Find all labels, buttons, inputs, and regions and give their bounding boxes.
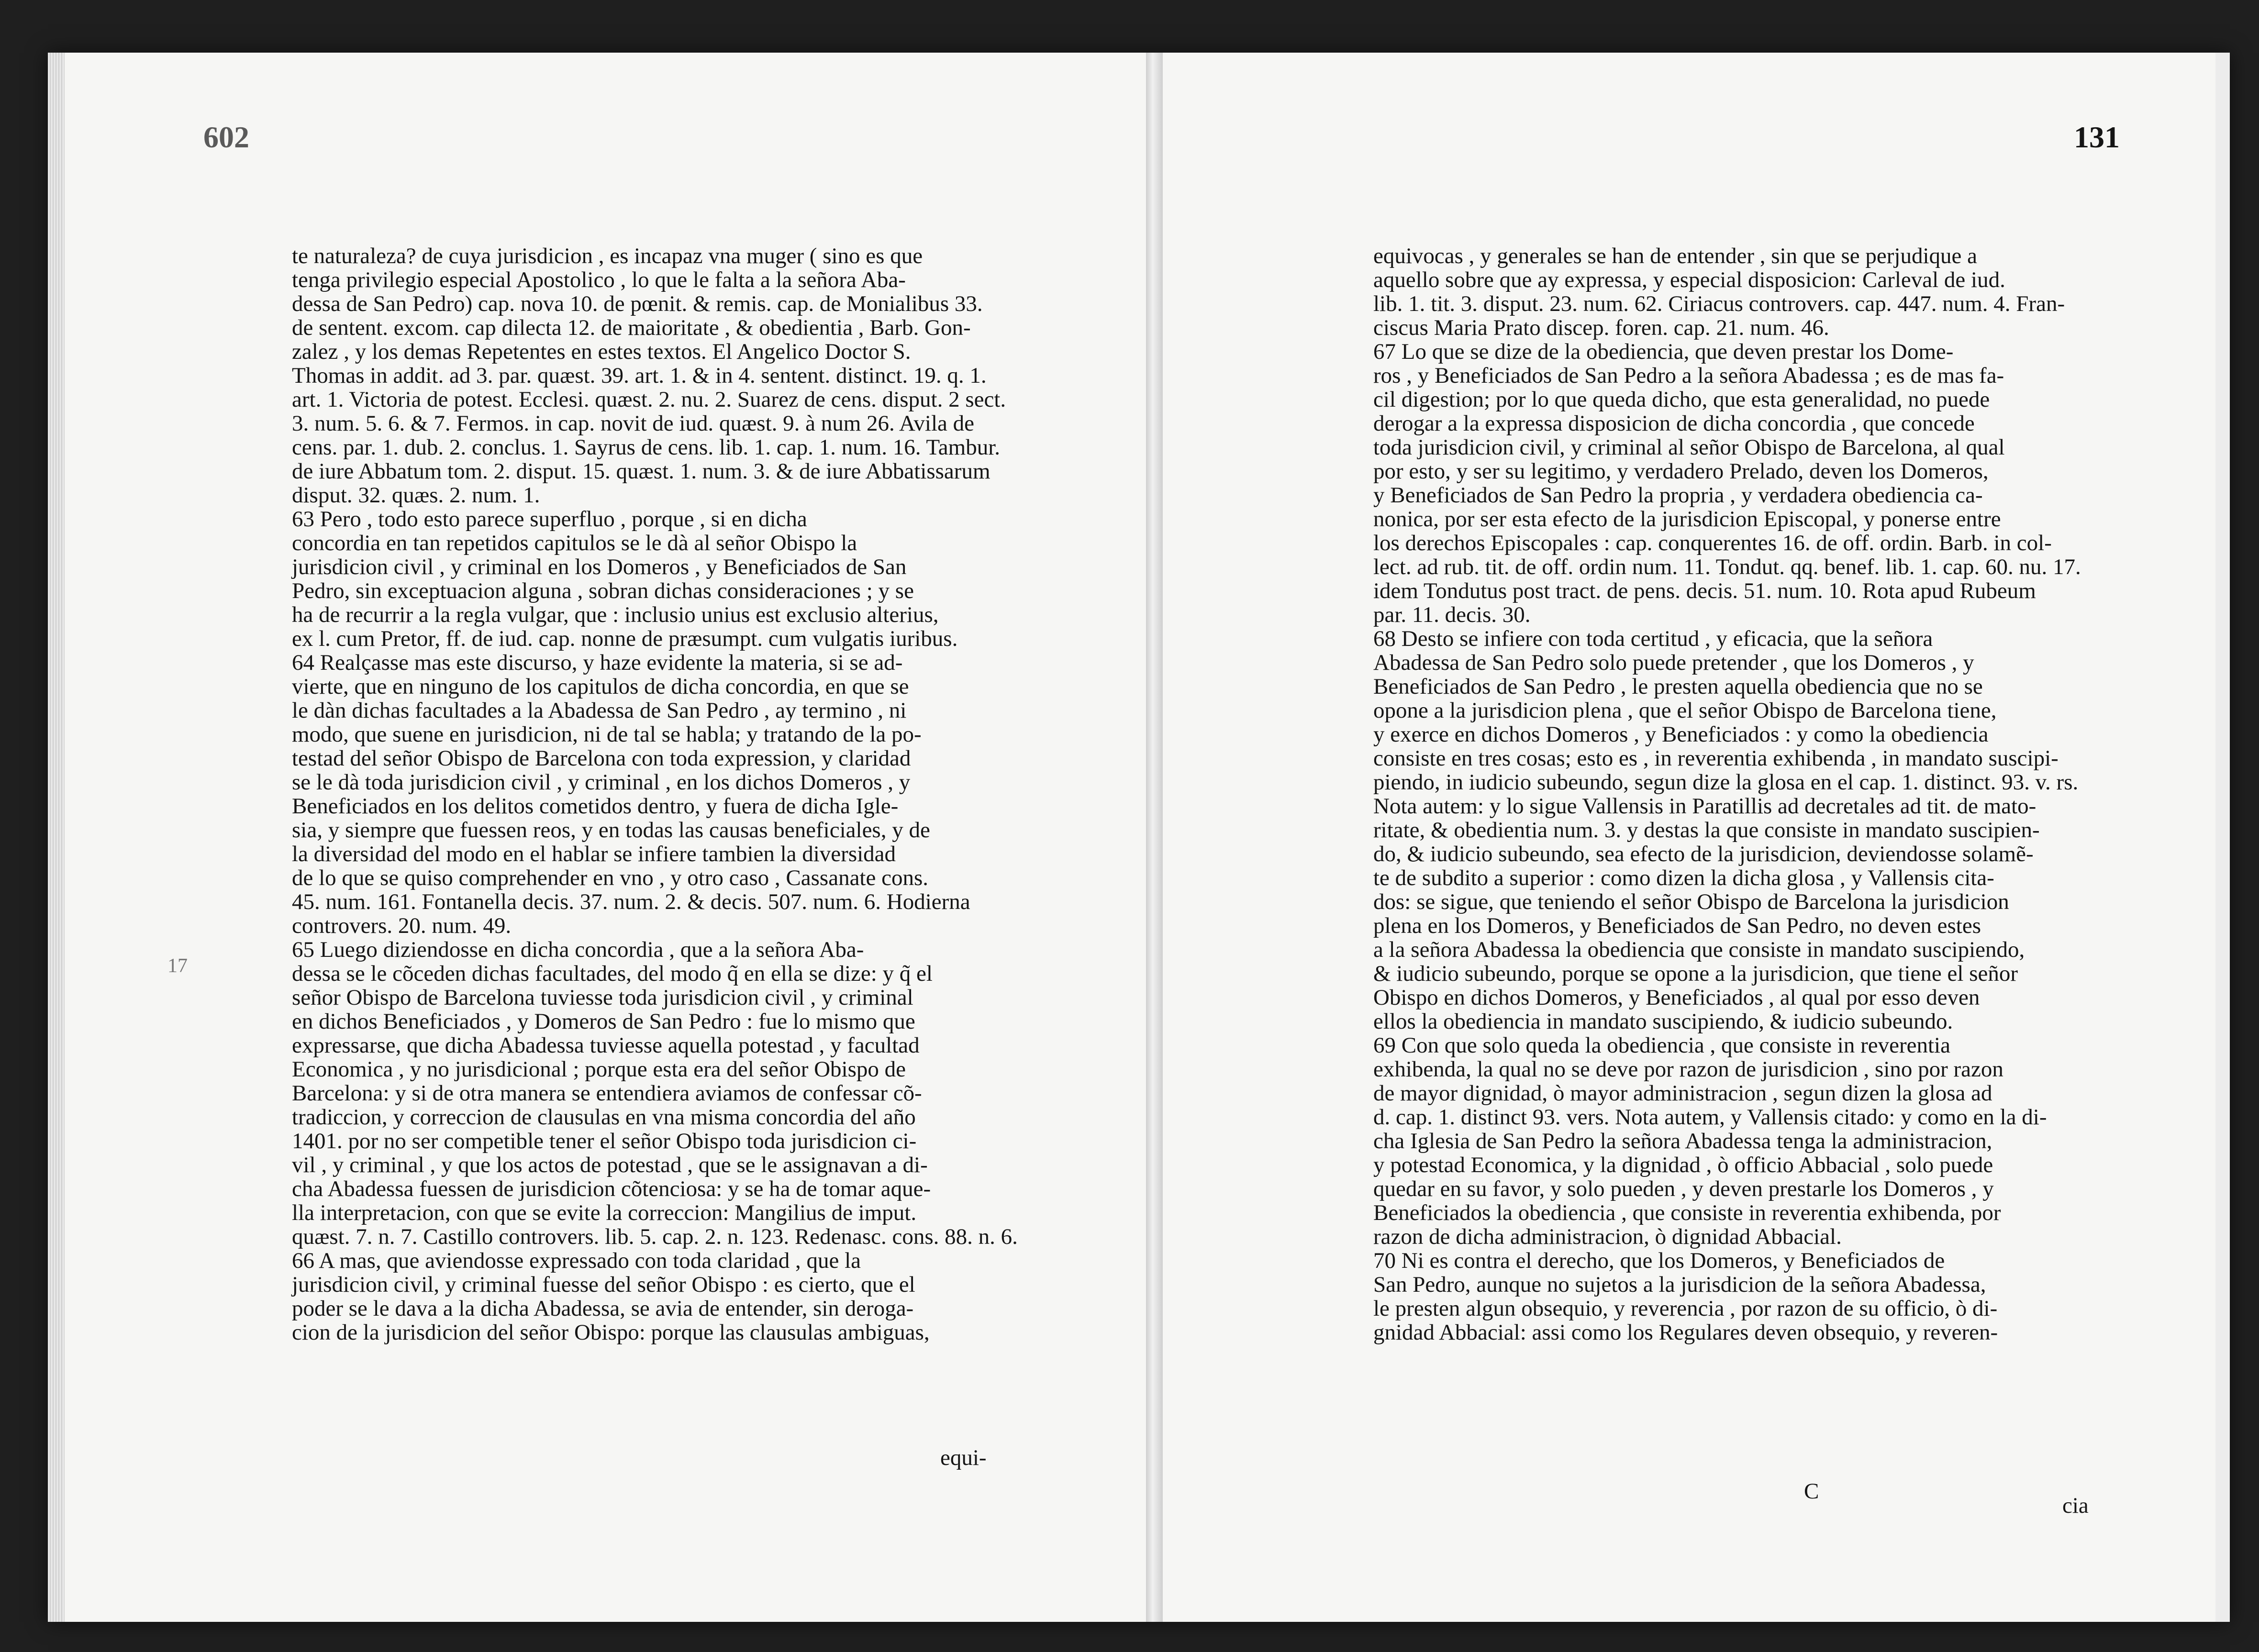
book-spread — [48, 53, 2230, 1622]
text-line: exhibenda, la qual no se deve por razon de jurisdicion , sino por razon — [1373, 1057, 2003, 1082]
text-line: cha Iglesia de San Pedro la señora Abadessa tenga la administracion, — [1373, 1129, 1992, 1153]
text-line: piendo, in iudicio subeundo, segun dize la glosa en el cap. 1. distinct. 93. v. rs. — [1373, 770, 2079, 795]
text-line: consiste en tres cosas; esto es , in reverentia exhibenda , in mandato suscipi- — [1373, 746, 2059, 771]
text-line: a la señora Abadessa la obediencia que consiste in mandato suscipiendo, — [1373, 937, 2025, 962]
text-line: por esto, y ser su legitimo, y verdadero Prelado, deven los Domeros, — [1373, 459, 1989, 484]
book-gutter — [1146, 53, 1163, 1622]
left-catchword: equi- — [940, 1445, 987, 1470]
text-line: ros , y Beneficiados de San Pedro a la señora Abadessa ; es de mas fa- — [1373, 363, 2004, 388]
text-line: de sentent. excom. cap dilecta 12. de maioritate , & obedientia , Barb. Gon- — [292, 315, 971, 340]
text-line: tenga privilegio especial Apostolico , lo que le falta a la señora Aba- — [292, 267, 906, 292]
margin-annotation: 17 — [167, 955, 188, 977]
text-line: quæst. 7. n. 7. Castillo controvers. lib. 5. cap. 2. n. 123. Redenasc. cons. 88. n. 6. — [292, 1224, 1018, 1249]
text-line: cens. par. 1. dub. 2. conclus. 1. Sayrus de cens. lib. 1. cap. 1. num. 16. Tambur. — [292, 435, 1001, 460]
text-line: d. cap. 1. distinct 93. vers. Nota autem, y Vallensis citado: y como en la di- — [1373, 1105, 2047, 1130]
text-line: plena en los Domeros, y Beneficiados de San Pedro, no deven estes — [1373, 913, 1981, 938]
text-line: 65 Luego diziendosse en dicha concordia , que a la señora Aba- — [292, 937, 864, 962]
text-line: vierte, que en ninguno de los capitulos de dicha concordia, en que se — [292, 674, 909, 699]
text-line: dos: se sigue, que teniendo el señor Obispo de Barcelona la jurisdicion — [1373, 889, 2009, 914]
text-line: de iure Abbatum tom. 2. disput. 15. quæst. 1. num. 3. & de iure Abbatissarum — [292, 459, 990, 484]
text-line: tradiccion, y correccion de clausulas en vna misma concordia del año — [292, 1105, 916, 1130]
text-line: señor Obispo de Barcelona tuviesse toda jurisdicion civil , y criminal — [292, 985, 913, 1010]
text-line: vil , y criminal , y que los actos de potestad , que se le assignavan a di- — [292, 1153, 928, 1177]
left-folio-number: 602 — [203, 120, 249, 154]
right-folio-number: 131 — [2074, 120, 2120, 154]
text-line: modo, que suene en jurisdicion, ni de tal se habla; y tratando de la po- — [292, 722, 922, 747]
text-line: San Pedro, aunque no sujetos a la jurisdicion de la señora Abadessa, — [1373, 1272, 1986, 1297]
signature-mark: C — [1804, 1479, 1819, 1504]
text-line: Abadessa de San Pedro solo puede pretender , que los Domeros , y — [1373, 650, 1974, 675]
text-line: jurisdicion civil, y criminal fuesse del señor Obispo : es cierto, que el — [292, 1272, 915, 1297]
text-line: & iudicio subeundo, porque se opone a la jurisdicion, que tiene el señor — [1373, 961, 2018, 986]
text-line: y Beneficiados de San Pedro la propria , y verdadera obediencia ca- — [1373, 483, 1983, 508]
text-line: 68 Desto se infiere con toda certitud , y eficacia, que la señora — [1373, 626, 1933, 651]
right-text-block — [1373, 244, 2120, 1344]
text-line: se le dà toda jurisdicion civil , y criminal , en los dichos Domeros , y — [292, 770, 911, 795]
text-line: Economica , y no jurisdicional ; porque esta era del señor Obispo de — [292, 1057, 906, 1082]
text-line: Nota autem: y lo sigue Vallensis in Paratillis ad decretales ad tit. de mato- — [1373, 794, 2036, 819]
text-line: Thomas in addit. ad 3. par. quæst. 39. art. 1. & in 4. sentent. distinct. 19. q. 1. — [292, 363, 987, 388]
text-line: sia, y siempre que fuessen reos, y en todas las causas beneficiales, y de — [292, 818, 930, 843]
text-line: 63 Pero , todo esto parece superfluo , porque , si en dicha — [292, 507, 807, 532]
text-line: controvers. 20. num. 49. — [292, 913, 512, 938]
text-line: art. 1. Victoria de potest. Ecclesi. quæst. 2. nu. 2. Suarez de cens. disput. 2 sect. — [292, 387, 1006, 412]
text-line: Beneficiados en los delitos cometidos dentro, y fuera de dicha Igle- — [292, 794, 899, 819]
text-line: Barcelona: y si de otra manera se entendiera aviamos de confessar cõ- — [292, 1081, 922, 1106]
text-line: 1401. por no ser competible tener el señor Obispo toda jurisdicion ci- — [292, 1129, 917, 1153]
text-line: dessa se le cõceden dichas facultades, del modo q̃ en ella se dize: y q̃ el — [292, 961, 933, 986]
text-line: 66 A mas, que aviendosse expressado con toda claridad , que la — [292, 1248, 861, 1273]
text-line: 69 Con que solo queda la obediencia , que consiste in reverentia — [1373, 1033, 1950, 1058]
text-line: gnidad Abbacial: assi como los Regulares deven obsequio, y reveren- — [1373, 1320, 1998, 1345]
text-line: concordia en tan repetidos capitulos se le dà al señor Obispo la — [292, 531, 857, 555]
text-line: Pedro, sin exceptuacion alguna , sobran dichas consideraciones ; y se — [292, 578, 914, 603]
text-line: expressarse, que dicha Abadessa tuviesse aquella potestad , y facultad — [292, 1033, 920, 1058]
text-line: lla interpretacion, con que se evite la correccion: Mangilius de imput. — [292, 1200, 917, 1225]
text-line: cil digestion; por lo que queda dicho, que esta generalidad, no puede — [1373, 387, 1990, 412]
text-line: testad del señor Obispo de Barcelona con toda expression, y claridad — [292, 746, 911, 771]
text-line: opone a la jurisdicion plena , que el señor Obispo de Barcelona tiene, — [1373, 698, 1997, 723]
text-line: la diversidad del modo en el hablar se infiere tambien la diversidad — [292, 842, 896, 866]
text-line: do, & iudicio subeundo, sea efecto de la jurisdicion, deviendosse solamẽ- — [1373, 842, 2034, 866]
text-line: le presten algun obsequio, y reverencia , por razon de su officio, ò di- — [1373, 1296, 1998, 1321]
text-line: poder se le dava a la dicha Abadessa, se avia de entender, sin deroga- — [292, 1296, 914, 1321]
text-line: te naturaleza? de cuya jurisdicion , es incapaz vna muger ( sino es que — [292, 244, 923, 268]
text-line: zalez , y los demas Repetentes en estes textos. El Angelico Doctor S. — [292, 339, 911, 364]
text-line: en dichos Beneficiados , y Domeros de San Pedro : fue lo mismo que — [292, 1009, 915, 1034]
text-line: quedar en su favor, y solo pueden , y deven prestarle los Domeros , y — [1373, 1176, 1994, 1201]
text-line: los derechos Episcopales : cap. conquerentes 16. de off. ordin. Barb. in col- — [1373, 531, 2052, 555]
text-line: jurisdicion civil , y criminal en los Domeros , y Beneficiados de San — [292, 554, 907, 579]
text-line: derogar a la expressa disposicion de dicha concordia , que concede — [1373, 411, 1975, 436]
text-line: 67 Lo que se dize de la obediencia, que deven prestar los Dome- — [1373, 339, 1954, 364]
text-line: y exerce en dichos Domeros , y Beneficiados : y como la obediencia — [1373, 722, 1989, 747]
text-line: ex l. cum Pretor, ff. de iud. cap. nonne de præsumpt. cum vulgatis iuribus. — [292, 626, 958, 651]
text-line: 45. num. 161. Fontanella decis. 37. num. 2. & decis. 507. num. 6. Hodierna — [292, 889, 970, 914]
page-edges — [48, 53, 65, 1622]
text-line: te de subdito a superior : como dizen la dicha glosa , y Vallensis cita- — [1373, 865, 1994, 890]
text-line: ciscus Maria Prato discep. foren. cap. 21. num. 46. — [1373, 315, 1829, 340]
text-line: aquello sobre que ay expressa, y especial disposicion: Carleval de iud. — [1373, 267, 2005, 292]
text-line: ha de recurrir a la regla vulgar, que : inclusio unius est exclusio alterius, — [292, 602, 939, 627]
right-catchword: cia — [2062, 1493, 2089, 1518]
text-line: Obispo en dichos Domeros, y Beneficiados , al qual por esso deven — [1373, 985, 1980, 1010]
text-line: ritate, & obedientia num. 3. y destas la que consiste in mandato suscipien- — [1373, 818, 2040, 843]
text-line: 64 Realçasse mas este discurso, y haze evidente la materia, si se ad- — [292, 650, 903, 675]
text-line: 3. num. 5. 6. & 7. Fermos. in cap. novit de iud. quæst. 9. à num 26. Avila de — [292, 411, 974, 436]
text-line: y potestad Economica, y la dignidad , ò officio Abbacial , solo puede — [1373, 1153, 1993, 1177]
text-line: cion de la jurisdicion del señor Obispo: porque las clausulas ambiguas, — [292, 1320, 930, 1345]
text-line: nonica, por ser esta efecto de la jurisdicion Episcopal, y ponerse entre — [1373, 507, 2001, 532]
right-page — [1163, 53, 2215, 1622]
text-line: idem Tondutus post tract. de pens. decis. 51. num. 10. Rota apud Rubeum — [1373, 578, 2036, 603]
text-line: de lo que se quiso comprehender en vno , y otro caso , Cassanate cons. — [292, 865, 928, 890]
text-line: lib. 1. tit. 3. disput. 23. num. 62. Ciriacus controvers. cap. 447. num. 4. Fran- — [1373, 291, 2065, 316]
text-line: lect. ad rub. tit. de off. ordin num. 11. Tondut. qq. benef. lib. 1. cap. 60. nu. 17. — [1373, 554, 2081, 579]
left-page — [65, 53, 1146, 1622]
text-line: razon de dicha administracion, ò dignidad Abbacial. — [1373, 1224, 1842, 1249]
text-line: de mayor dignidad, ò mayor administracion , segun dizen la glosa ad — [1373, 1081, 1992, 1106]
text-line: par. 11. decis. 30. — [1373, 602, 1531, 627]
text-line: cha Abadessa fuessen de jurisdicion cõtenciosa: y se ha de tomar aque- — [292, 1176, 931, 1201]
text-line: disput. 32. quæs. 2. num. 1. — [292, 483, 540, 508]
text-line: ellos la obediencia in mandato suscipiendo, & iudicio subeundo. — [1373, 1009, 1953, 1034]
text-line: le dàn dichas facultades a la Abadessa de San Pedro , ay termino , ni — [292, 698, 907, 723]
text-line: toda jurisdicion civil, y criminal al señor Obispo de Barcelona, al qual — [1373, 435, 2005, 460]
text-line: equivocas , y generales se han de entender , sin que se perjudique a — [1373, 244, 1978, 268]
text-line: dessa de San Pedro) cap. nova 10. de pœnit. & remis. cap. de Monialibus 33. — [292, 291, 983, 316]
text-line: 70 Ni es contra el derecho, que los Domeros, y Beneficiados de — [1373, 1248, 1945, 1273]
text-line: Beneficiados la obediencia , que consiste in reverentia exhibenda, por — [1373, 1200, 2001, 1225]
text-line: Beneficiados de San Pedro , le presten aquella obediencia que no se — [1373, 674, 1983, 699]
left-text-block — [292, 244, 1038, 1344]
